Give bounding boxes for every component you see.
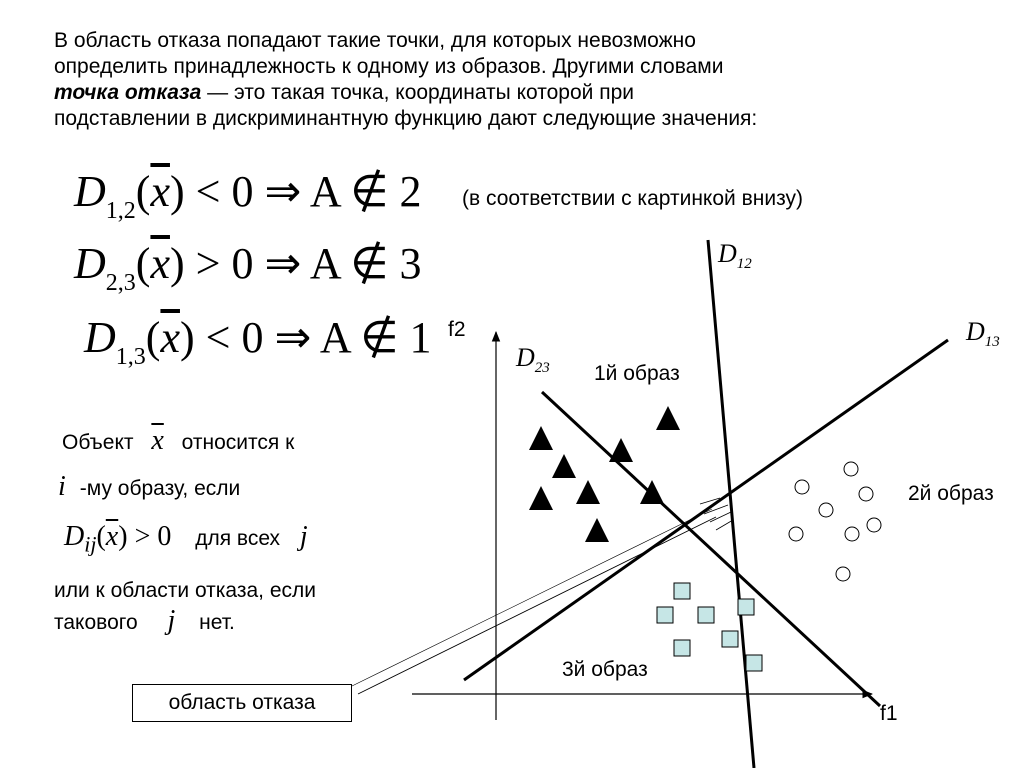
rule-dij-sub: ij [84,531,97,557]
rule-none: нет. [199,611,235,634]
class-1-triangle [609,438,633,462]
class-1-triangle [656,406,680,430]
class-3-square [738,599,754,615]
formula-d23-sub: 2,3 [105,270,136,296]
formula-d23-paren-close: ) [169,239,185,288]
rule-object-label: Объект [62,431,134,454]
class-2-circle [845,527,859,541]
formula-d12-paren: ( [135,167,151,216]
formula-d13-paren-close: ) [179,313,195,362]
rule-j2: j [167,605,176,636]
rejection-region-box: область отказа [132,684,352,722]
class-1-triangle [640,480,664,504]
rule-line-4: или к области отказа, если [54,579,317,602]
formula-d13-d: D [84,313,116,362]
rejection-pointer-line [358,517,716,694]
class-3-square [674,640,690,656]
intro-line-3-rest: — это такая точка, координаты которой при [201,81,634,104]
formula-d12-d: D [74,167,106,216]
class-3-square [746,655,762,671]
class-2-label: 2й образ [908,482,994,505]
class-2-points [789,462,881,581]
formula-d12-x: $\overline{x}$ [150,167,170,216]
formula-d23-paren: ( [135,239,151,288]
label-d13: $D_{13}$ [966,317,1000,350]
formula-d23-x: $\overline{x}$ [150,239,170,288]
class-2-circle [789,527,803,541]
class-2-circle [844,462,858,476]
class-3-square [722,631,738,647]
formula-d13-rest: < 0 ⇒ A ∉ 1 [194,313,432,362]
class-1-points [529,406,680,542]
class-3-square [657,607,673,623]
class-3-label: 3й образ [562,658,648,681]
class-1-triangle [529,426,553,450]
rule-i: i [58,471,66,502]
class-3-points [657,583,762,671]
class-1-triangle [529,486,553,510]
rule-dij-rest: > 0 [127,521,172,552]
class-3-square [698,607,714,623]
rejection-pointer-line-2 [352,509,712,686]
class-1-triangle [552,454,576,478]
formula-note: (в соответствии с картинкой внизу) [462,187,803,210]
formula-d23-rest: > 0 ⇒ A ∉ 3 [184,239,422,288]
class-1-label: 1й образ [594,362,680,385]
label-d12: $D_{12}$ [718,239,752,272]
class-2-circle [867,518,881,532]
rule-object-x: $\overline{x}$ [151,425,164,456]
formula-d12-sub: 1,2 [105,198,136,224]
rule-i-text: -му образу, если [79,477,241,500]
class-3-square [674,583,690,599]
formula-d12-paren-close: ) [169,167,185,216]
intro-line-4: подставлении в дискриминантную функцию дают следующие значения: [54,107,758,130]
class-2-circle [819,503,833,517]
axis-label-f1: f1 [880,702,898,725]
class-2-circle [859,487,873,501]
rejection-point-term: точка отказа [54,81,202,104]
rule-such: такового [54,611,138,634]
class-2-circle [795,480,809,494]
class-1-triangle [576,480,600,504]
class-2-circle [836,567,850,581]
rule-dij-d: D [64,521,85,552]
axis-label-f2: f2 [448,318,466,341]
rule-dij-x: $\overline{x}$ [105,521,119,552]
rule-j: j [299,521,308,552]
rule-for-all: для всех [195,527,281,550]
rule-belongs-label: относится к [181,431,295,454]
formula-d12-rest: < 0 ⇒ A ∉ 2 [184,167,422,216]
intro-line-1: В область отказа попадают такие точки, для которых невозможно [54,29,696,52]
formula-d13-sub: 1,3 [115,344,146,370]
formula-d13-paren: ( [145,313,161,362]
formula-d13-x: $\overline{x}$ [160,313,180,362]
intro-line-2: определить принадлежность к одному из образов. Другими словами [54,55,724,78]
label-d23: $D_{23}$ [516,343,550,376]
formula-d23-d: D [74,239,106,288]
class-1-triangle [585,518,609,542]
rule-dij-formula: $D_{ij}(\overline{x}) > 0$ [64,521,172,557]
